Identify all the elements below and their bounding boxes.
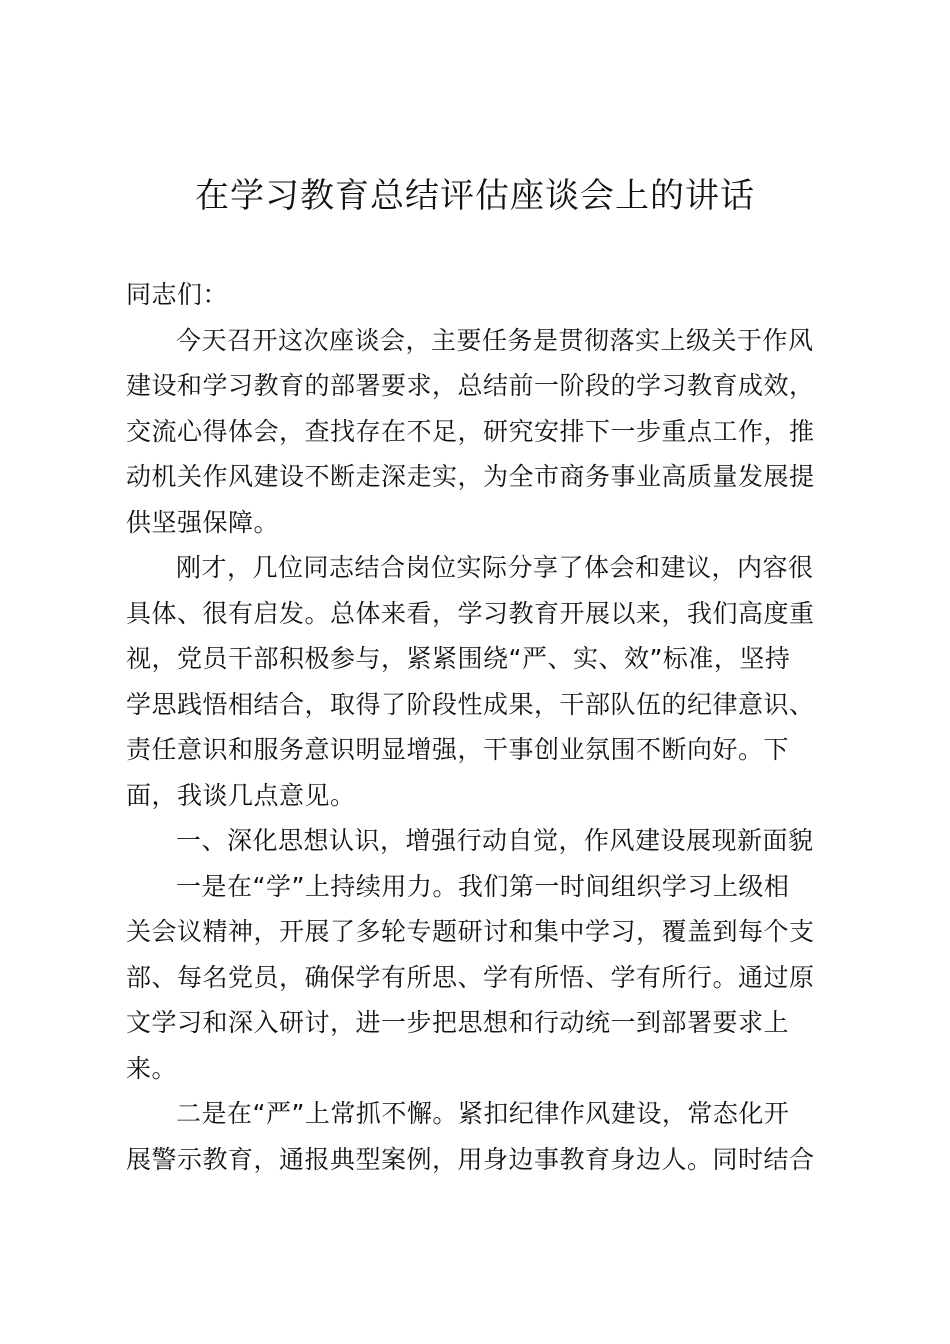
body-line: 刚才，几位同志结合岗位实际分享了体会和建议，内容很 <box>176 553 814 582</box>
body-line: 同志们： <box>126 280 229 309</box>
speech-body <box>126 272 836 1182</box>
body-line: 关会议精神，开展了多轮专题研讨和集中学习，覆盖到每个支 <box>126 917 815 946</box>
body-line: 具体、很有启发。总体来看，学习教育开展以来，我们高度重 <box>126 598 815 628</box>
body-line: 建设和学习教育的部署要求，总结前一阶段的学习教育成效， <box>126 371 815 400</box>
body-line: 今天召开这次座谈会，主要任务是贯彻落实上级关于作风 <box>176 325 814 355</box>
body-line: 学思践悟相结合，取得了阶段性成果，干部队伍的纪律意识、 <box>126 689 815 719</box>
body-line: 一是在“学”上持续用力。我们第一时间组织学习上级相 <box>176 871 790 901</box>
body-line: 二是在“严”上常抓不懈。紧扣纪律作风建设，常态化开 <box>176 1099 790 1128</box>
body-line: 来。 <box>126 1053 178 1083</box>
body-line: 交流心得体会，查找存在不足，研究安排下一步重点工作，推 <box>126 416 815 446</box>
body-line: 部、每名党员，确保学有所思、学有所悟、学有所行。通过原 <box>126 962 815 992</box>
body-line: 面，我谈几点意见。 <box>126 780 356 810</box>
body-line: 责任意识和服务意识明显增强，干事创业氛围不断向好。下 <box>126 735 790 764</box>
body-line: 展警示教育，通报典型案例，用身边事教育身边人。同时结合 <box>126 1144 815 1174</box>
body-line: 文学习和深入研讨，进一步把思想和行动统一到部署要求上 <box>126 1008 790 1037</box>
document-title: 在学习教育总结评估座谈会上的讲话 <box>195 176 755 216</box>
body-line: 动机关作风建设不断走深走实，为全市商务事业高质量发展提 <box>126 462 815 491</box>
section-heading: 一、深化思想认识，增强行动自觉，作风建设展现新面貌 <box>176 826 814 855</box>
body-line: 供坚强保障。 <box>126 507 280 537</box>
body-line: 视，党员干部积极参与，紧紧围绕“严、实、效”标准，坚持 <box>126 644 791 673</box>
